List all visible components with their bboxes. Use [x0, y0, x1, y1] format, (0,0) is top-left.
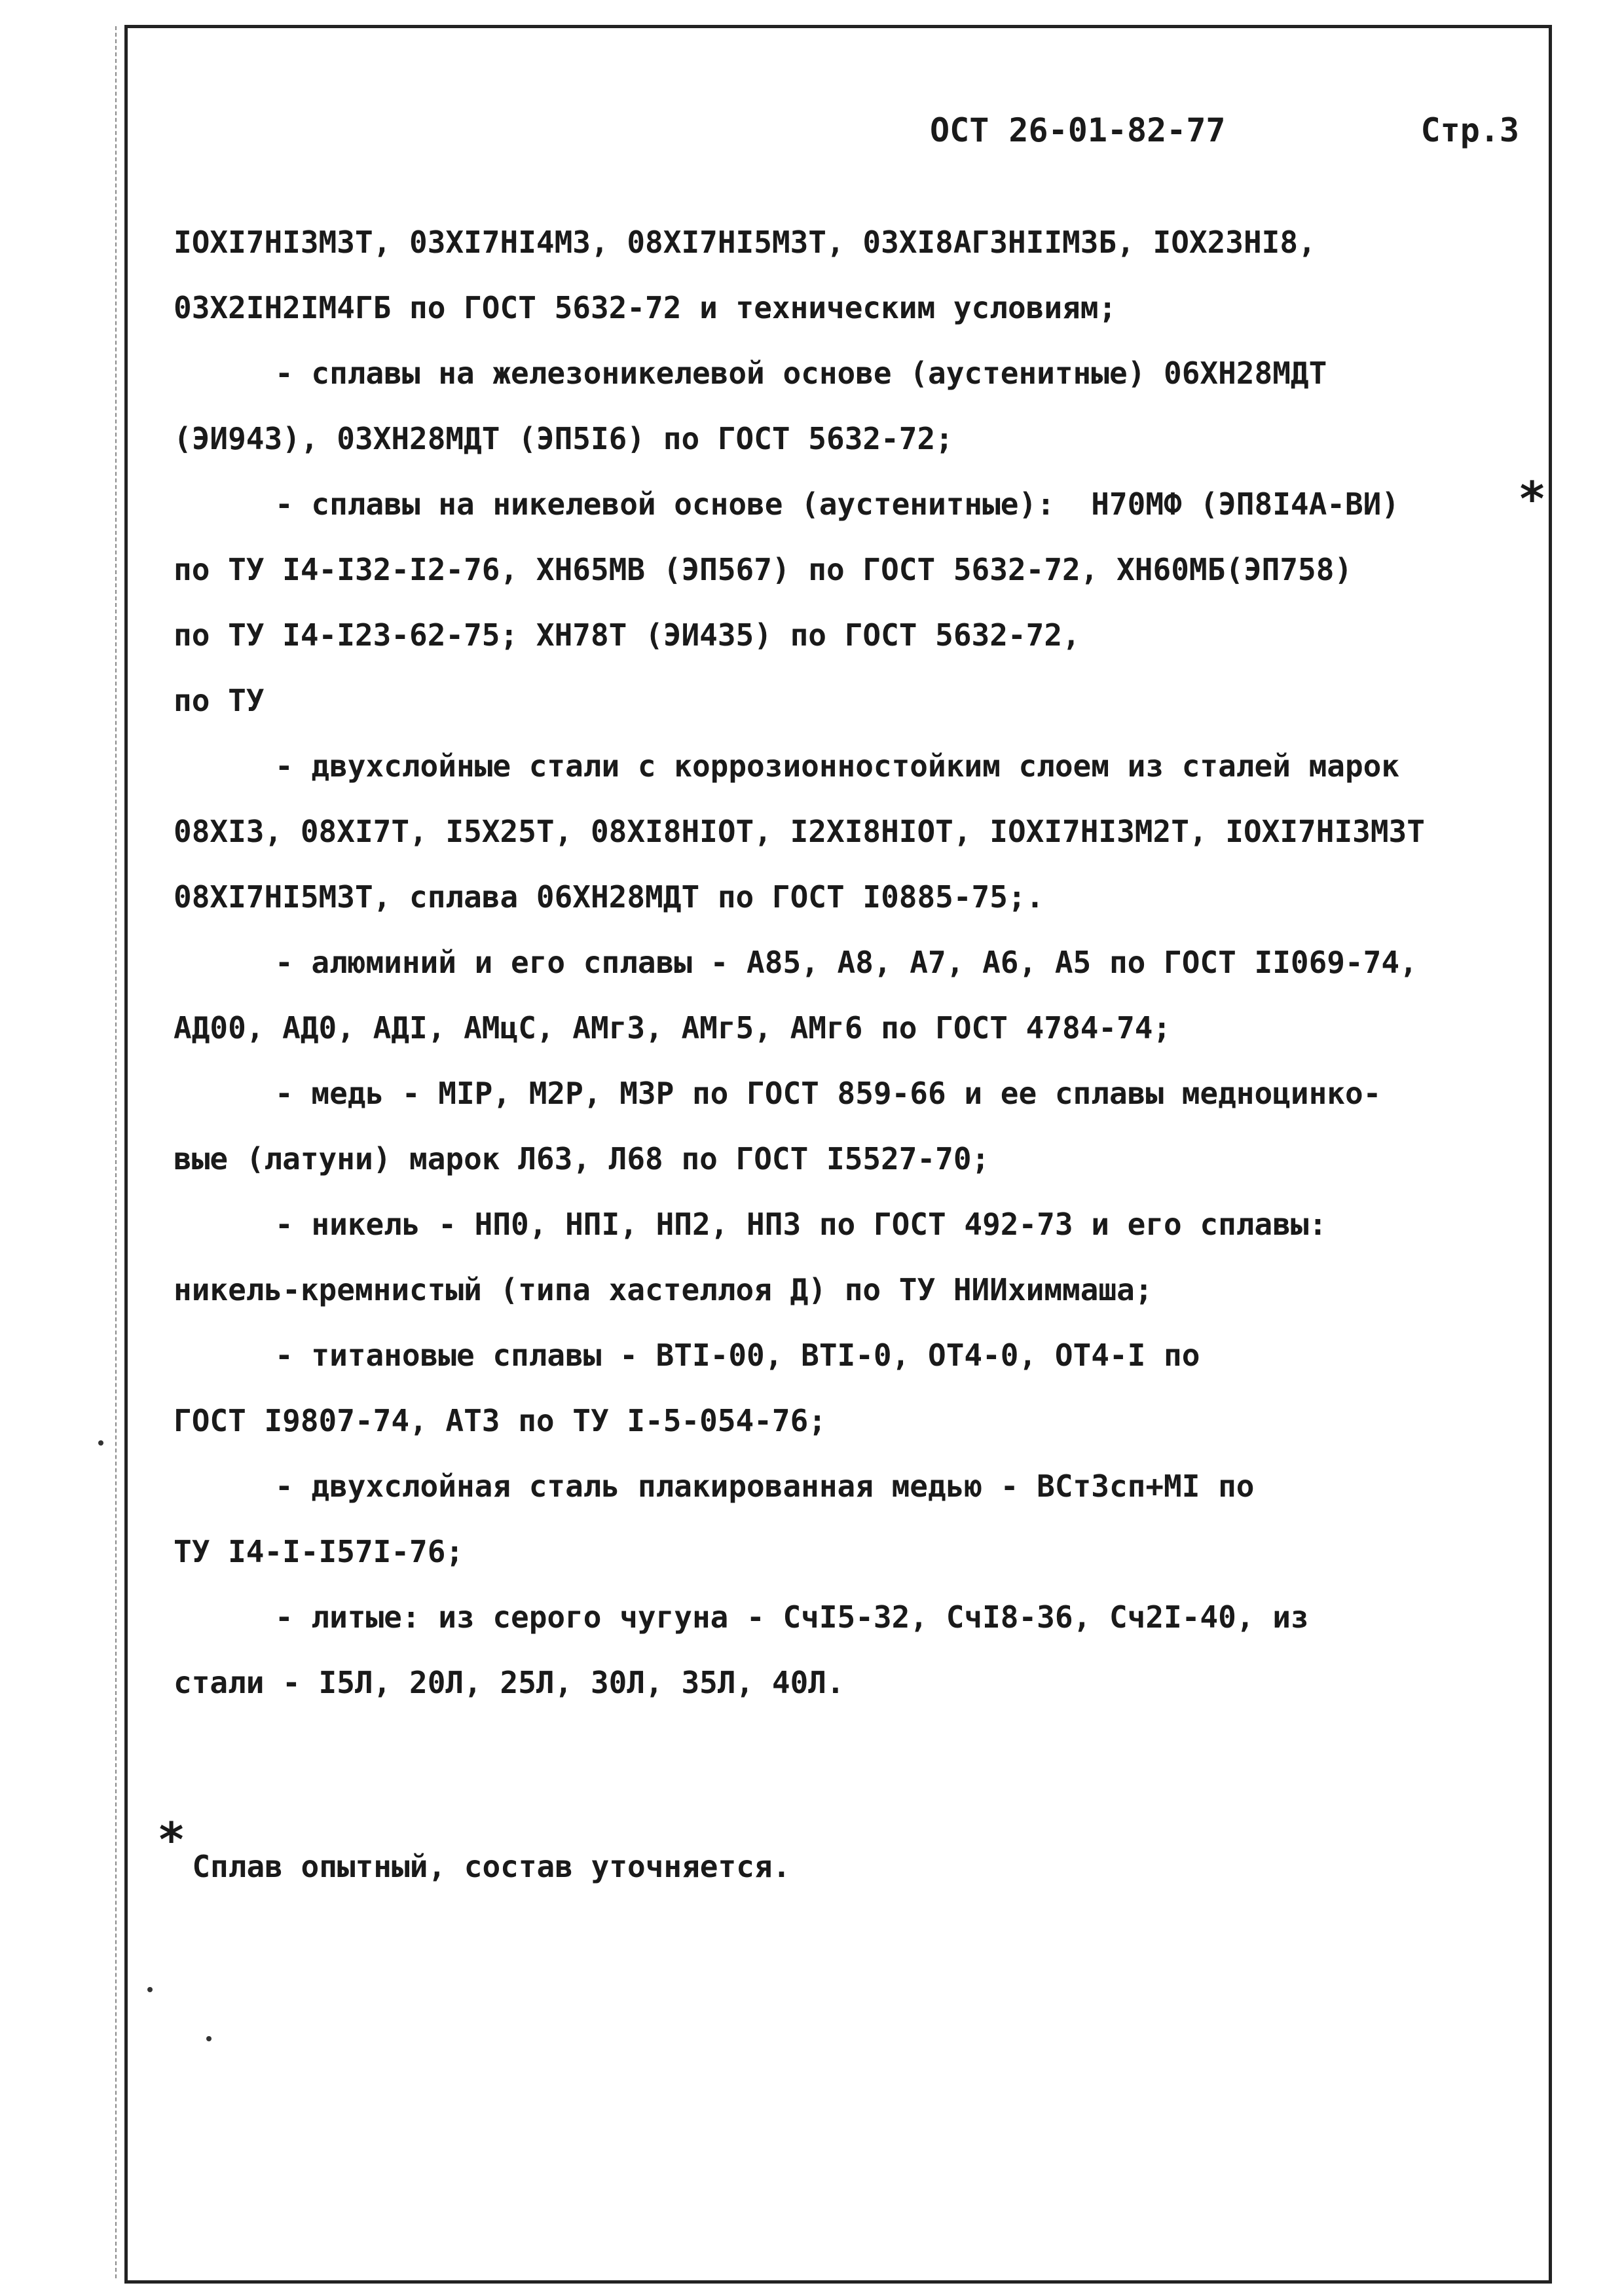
footnote — [157, 1812, 1336, 1884]
text-line: 03X2IH2IM4ГБ по ГОСТ 5632-72 и техническим условиям; — [174, 290, 1117, 325]
text-line: - сплавы на железоникелевой основе (аустенитные) 06XH28MДT — [275, 355, 1327, 391]
scan-speck — [98, 1440, 103, 1446]
page-number: Стр.3 — [1420, 111, 1519, 149]
text-line: ГОСТ I9807-74, АТ3 по ТУ I-5-054-76; — [174, 1403, 826, 1438]
text-line: (ЭИ943), 03XH28MДT (ЭП5I6) по ГОСТ 5632-72; — [174, 421, 953, 456]
text-line: - медь - МIР, М2Р, М3Р по ГОСТ 859-66 и ее сплавы медноцинко- — [275, 1076, 1382, 1111]
text-line: АД00, АД0, АДI, АМцС, АМг3, АМг5, АМг6 по ГОСТ 4784-74; — [174, 1010, 1172, 1046]
text-line: 08XI3, 08XI7T, I5X25T, 08XI8HIOT, I2XI8HIOT, IOXI7HI3M2T, IOXI7HI3M3T — [174, 814, 1425, 849]
text-line: - алюминий и его сплавы - А85, А8, А7, А6, А5 по ГОСТ II069-74, — [275, 945, 1418, 980]
footnote-asterisk: * — [157, 1812, 186, 1867]
left-margin-line — [115, 26, 118, 2278]
scan-speck — [206, 2036, 212, 2041]
text-line: - титановые сплавы - ВТI-00, ВТI-0, ОТ4-0, ОТ4-I по — [275, 1338, 1200, 1373]
text-line: стали - I5Л, 20Л, 25Л, 30Л, 35Л, 40Л. — [174, 1665, 845, 1700]
text-line: - сплавы на никелевой основе (аустенитные): H70MФ (ЭП8I4А-ВИ) — [275, 486, 1400, 522]
text-line: по ТУ I4-I23-62-75; XH78T (ЭИ435) по ГОСТ 5632-72, — [174, 617, 1080, 653]
text-line: - никель - НП0, НПI, НП2, НП3 по ГОСТ 492-73 и его сплавы: — [275, 1207, 1327, 1242]
text-line: 08XI7HI5M3T, сплава 06XH28MДT по ГОСТ I0885-75;. — [174, 879, 1044, 915]
text-line: IOXI7HI3M3T, 03XI7HI4M3, 08XI7HI5M3T, 03XI8AГ3HIIM3Б, IOX23HI8, — [174, 225, 1316, 260]
document-code: ОСТ 26-01-82-77 — [930, 111, 1226, 149]
footnote-text: Сплав опытный, состав уточняется. — [192, 1849, 791, 1884]
scan-speck — [147, 1987, 153, 1992]
text-line: - литые: из серого чугуна - СчI5-32, СчI8-36, Сч2I-40, из — [275, 1599, 1309, 1635]
text-line: - двухслойная сталь плакированная медью - ВСт3сп+МI по — [275, 1468, 1255, 1504]
text-line: - двухслойные стали с коррозионностойким слоем из сталей марок — [275, 748, 1400, 784]
side-asterisk-mark: * — [1518, 471, 1547, 526]
document-body — [174, 210, 1549, 1715]
page-header — [930, 111, 1519, 164]
text-line: по ТУ — [174, 683, 265, 718]
text-line: ТУ I4-I-I57I-76; — [174, 1534, 464, 1569]
text-line: по ТУ I4-I32-I2-76, XH65MB (ЭП567) по ГОСТ 5632-72, XH60MБ(ЭП758) — [174, 552, 1353, 587]
text-line: никель-кремнистый (типа хастеллоя Д) по ТУ НИИхиммаша; — [174, 1272, 1153, 1307]
text-line: вые (латуни) марок Л63, Л68 по ГОСТ I5527-70; — [174, 1141, 990, 1176]
